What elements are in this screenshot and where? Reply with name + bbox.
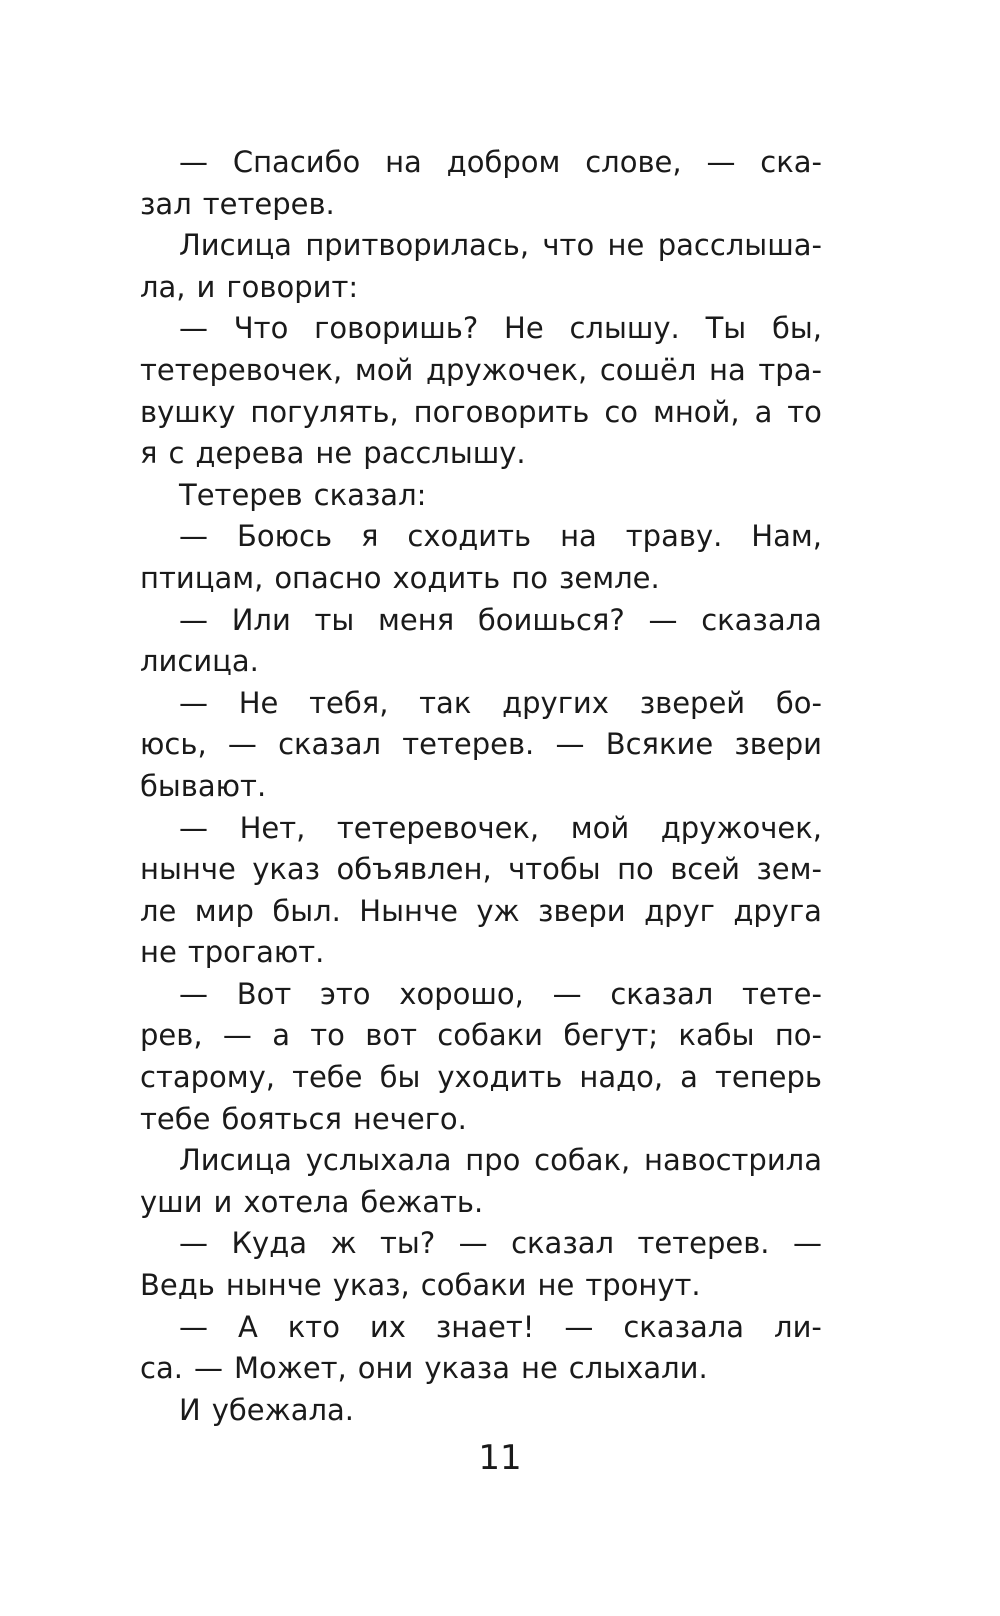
text-line [140,225,822,267]
word: тебе [140,1101,211,1136]
word: что [542,228,595,263]
word: тебе [292,1060,363,1095]
text-line [140,849,822,891]
word: Тетерев [179,477,303,512]
word: их [369,1309,406,1344]
word: расслыша- [657,228,822,263]
word: мной, [652,394,740,429]
word: бы [379,1060,421,1095]
word: притворилась, [305,228,530,263]
word: собак, [534,1143,631,1178]
word: знает! [435,1309,535,1344]
word: собаки [437,1018,543,1053]
word: уж [476,893,520,928]
word: — [555,727,585,762]
word: дружочек, [425,352,588,387]
text-line [140,724,822,766]
word: надо, [579,1060,664,1095]
word: теперь [714,1060,822,1095]
text-line [140,1015,822,1057]
word: я [140,436,158,471]
text-line [140,184,822,226]
word: услыхала [305,1143,452,1178]
word: ты [314,602,355,637]
word: тетеревочек, [140,352,343,387]
word: — [222,1018,252,1053]
word: сказал [511,1226,615,1261]
word: сказала [623,1309,745,1344]
word: нынче [140,852,236,887]
word: Ведь [140,1268,215,1303]
word: по- [774,1018,822,1053]
text-line [140,932,822,974]
word: слышу. [569,311,680,346]
word: уши [140,1184,203,1219]
word: дружочек, [660,810,822,845]
word: — [552,976,582,1011]
word: других [502,685,609,720]
word: погулять, [250,394,399,429]
text-line [140,1348,822,1390]
word: бегут; [563,1018,659,1053]
word: — [179,145,208,179]
word: бывают. [140,768,267,803]
text-line [140,641,822,683]
word: поговорить [413,394,590,429]
text-line [140,1307,822,1349]
word: Может, [233,1351,347,1386]
word: дерева [195,436,305,471]
word: рев, [140,1018,203,1053]
word: Не [504,311,544,346]
text-line [140,766,822,808]
text-line [140,392,822,434]
word: — [792,1226,822,1261]
word: Ты [705,311,747,346]
word: — [648,602,678,637]
text-line [140,974,822,1016]
word: то [310,1018,345,1053]
word: всей [670,852,740,887]
word: про [465,1143,521,1178]
word: тра- [758,352,822,387]
word: — [227,727,257,762]
word: боишься? [477,602,625,637]
word: они [357,1351,414,1386]
text-line [140,1140,822,1182]
word: земле. [558,560,660,595]
word: я [361,519,379,554]
word: мой [354,352,414,387]
word: меня [378,602,455,637]
word: навострила [644,1143,822,1178]
word: это [320,976,371,1011]
word: друга [733,893,822,928]
word: ле [140,893,177,928]
word: убежала. [211,1392,355,1427]
word: — [706,145,736,179]
word: добром [446,145,561,179]
word: юсь, [140,727,207,762]
word: сказала [701,602,822,637]
word: тетерев. [637,1226,770,1261]
word: тетеревочек, [336,810,540,845]
word: с [168,436,185,471]
word: не [140,935,177,970]
word: был. [272,893,341,928]
word: мой [570,810,630,845]
word: на [560,519,597,554]
word: — [179,976,208,1011]
word: не [537,1268,575,1303]
word: ж [330,1226,357,1261]
word: ходить [392,560,501,595]
word: Нет, [239,810,306,845]
story-text [140,142,822,1431]
word: хорошо, [399,976,524,1011]
text-line [140,600,822,642]
text-line [140,558,822,600]
word: а [754,394,773,429]
word: на [709,352,746,387]
word: Вот [236,976,292,1011]
word: Всякие [605,727,714,762]
word: — [179,311,208,346]
word: — [179,685,208,720]
word: не [607,228,645,263]
word: — [179,519,208,554]
word: Что [233,311,289,346]
text-line [140,1057,822,1099]
word: звери [538,893,626,928]
word: Куда [231,1226,308,1261]
word: зем- [756,852,822,887]
word: птицам, [140,560,264,595]
word: И [179,1392,201,1427]
text-line [140,267,822,309]
word: по [617,852,654,887]
page-number: 11 [478,1438,522,1478]
word: бояться [221,1101,342,1136]
word: мир [194,893,254,928]
word: нечего. [352,1101,467,1136]
word: — [564,1309,594,1344]
text-line [140,516,822,558]
word: не [315,436,353,471]
word: ска- [760,145,822,179]
word: объявлен, [336,852,492,887]
word: со [604,394,639,429]
text-line [140,1182,822,1224]
text-line [140,1265,822,1307]
word: — [458,1226,488,1261]
word: расслышу. [363,436,526,471]
word: слове, [585,145,682,179]
word: тетерев. [402,727,535,762]
word: хотела [243,1184,350,1219]
word: старому, [140,1060,276,1095]
word: не [520,1351,558,1386]
word: — [193,1351,223,1386]
word: Спасибо [232,145,361,179]
word: друг [644,893,715,928]
word: указа [424,1351,510,1386]
text-line [140,142,822,184]
word: тебя, [309,685,389,720]
word: указ, [332,1268,410,1303]
word: трогают. [187,935,325,970]
word: — [179,1226,208,1261]
word: кто [287,1309,340,1344]
text-line [140,808,822,850]
word: Лисица [179,1143,292,1178]
word: по [511,560,548,595]
word: Не [238,685,279,720]
word: а [272,1018,290,1053]
word: Или [231,602,291,637]
word: указ [252,852,321,887]
text-line [140,683,822,725]
word: бежать. [360,1184,484,1219]
word: лисица. [140,644,259,679]
word: бы, [771,311,822,346]
text-line [140,1099,822,1141]
word: говорит: [226,269,359,304]
word: чтобы [508,852,601,887]
word: на [385,145,422,179]
word: тетерев. [202,186,335,221]
word: сошёл [599,352,697,387]
word: говоришь? [314,311,479,346]
word: — [179,810,208,845]
word: вот [365,1018,417,1053]
word: тете- [742,976,822,1011]
word: Лисица [179,228,292,263]
word: слыхали. [568,1351,708,1386]
text-line [140,433,822,475]
word: са. [140,1351,183,1386]
text-line [140,475,822,517]
word: и [196,269,216,304]
word: сходить [407,519,532,554]
word: Нам, [751,519,822,554]
word: кабы [678,1018,755,1053]
word: ли- [774,1309,822,1344]
text-line [140,350,822,392]
word: — [179,1309,208,1344]
word: так [419,685,472,720]
word: — [179,602,208,637]
word: вушку [140,394,236,429]
word: нынче [225,1268,322,1303]
word: сказал: [313,477,427,512]
word: Нынче [359,893,458,928]
word: Боюсь [236,519,333,554]
word: ла, [140,269,186,304]
word: то [787,394,822,429]
text-line [140,891,822,933]
word: сказал [278,727,382,762]
word: бо- [775,685,822,720]
word: опасно [274,560,382,595]
text-line [140,308,822,350]
word: тронут. [585,1268,701,1303]
word: сказал [610,976,714,1011]
word: и [213,1184,233,1219]
word: зверей [639,685,746,720]
word: траву. [625,519,723,554]
word: зал [140,186,192,221]
word: собаки [420,1268,527,1303]
text-line [140,1390,822,1432]
word: ты? [380,1226,436,1261]
word: а [680,1060,698,1095]
word: звери [734,727,822,762]
text-line [140,1223,822,1265]
word: А [237,1309,258,1344]
word: уходить [437,1060,563,1095]
